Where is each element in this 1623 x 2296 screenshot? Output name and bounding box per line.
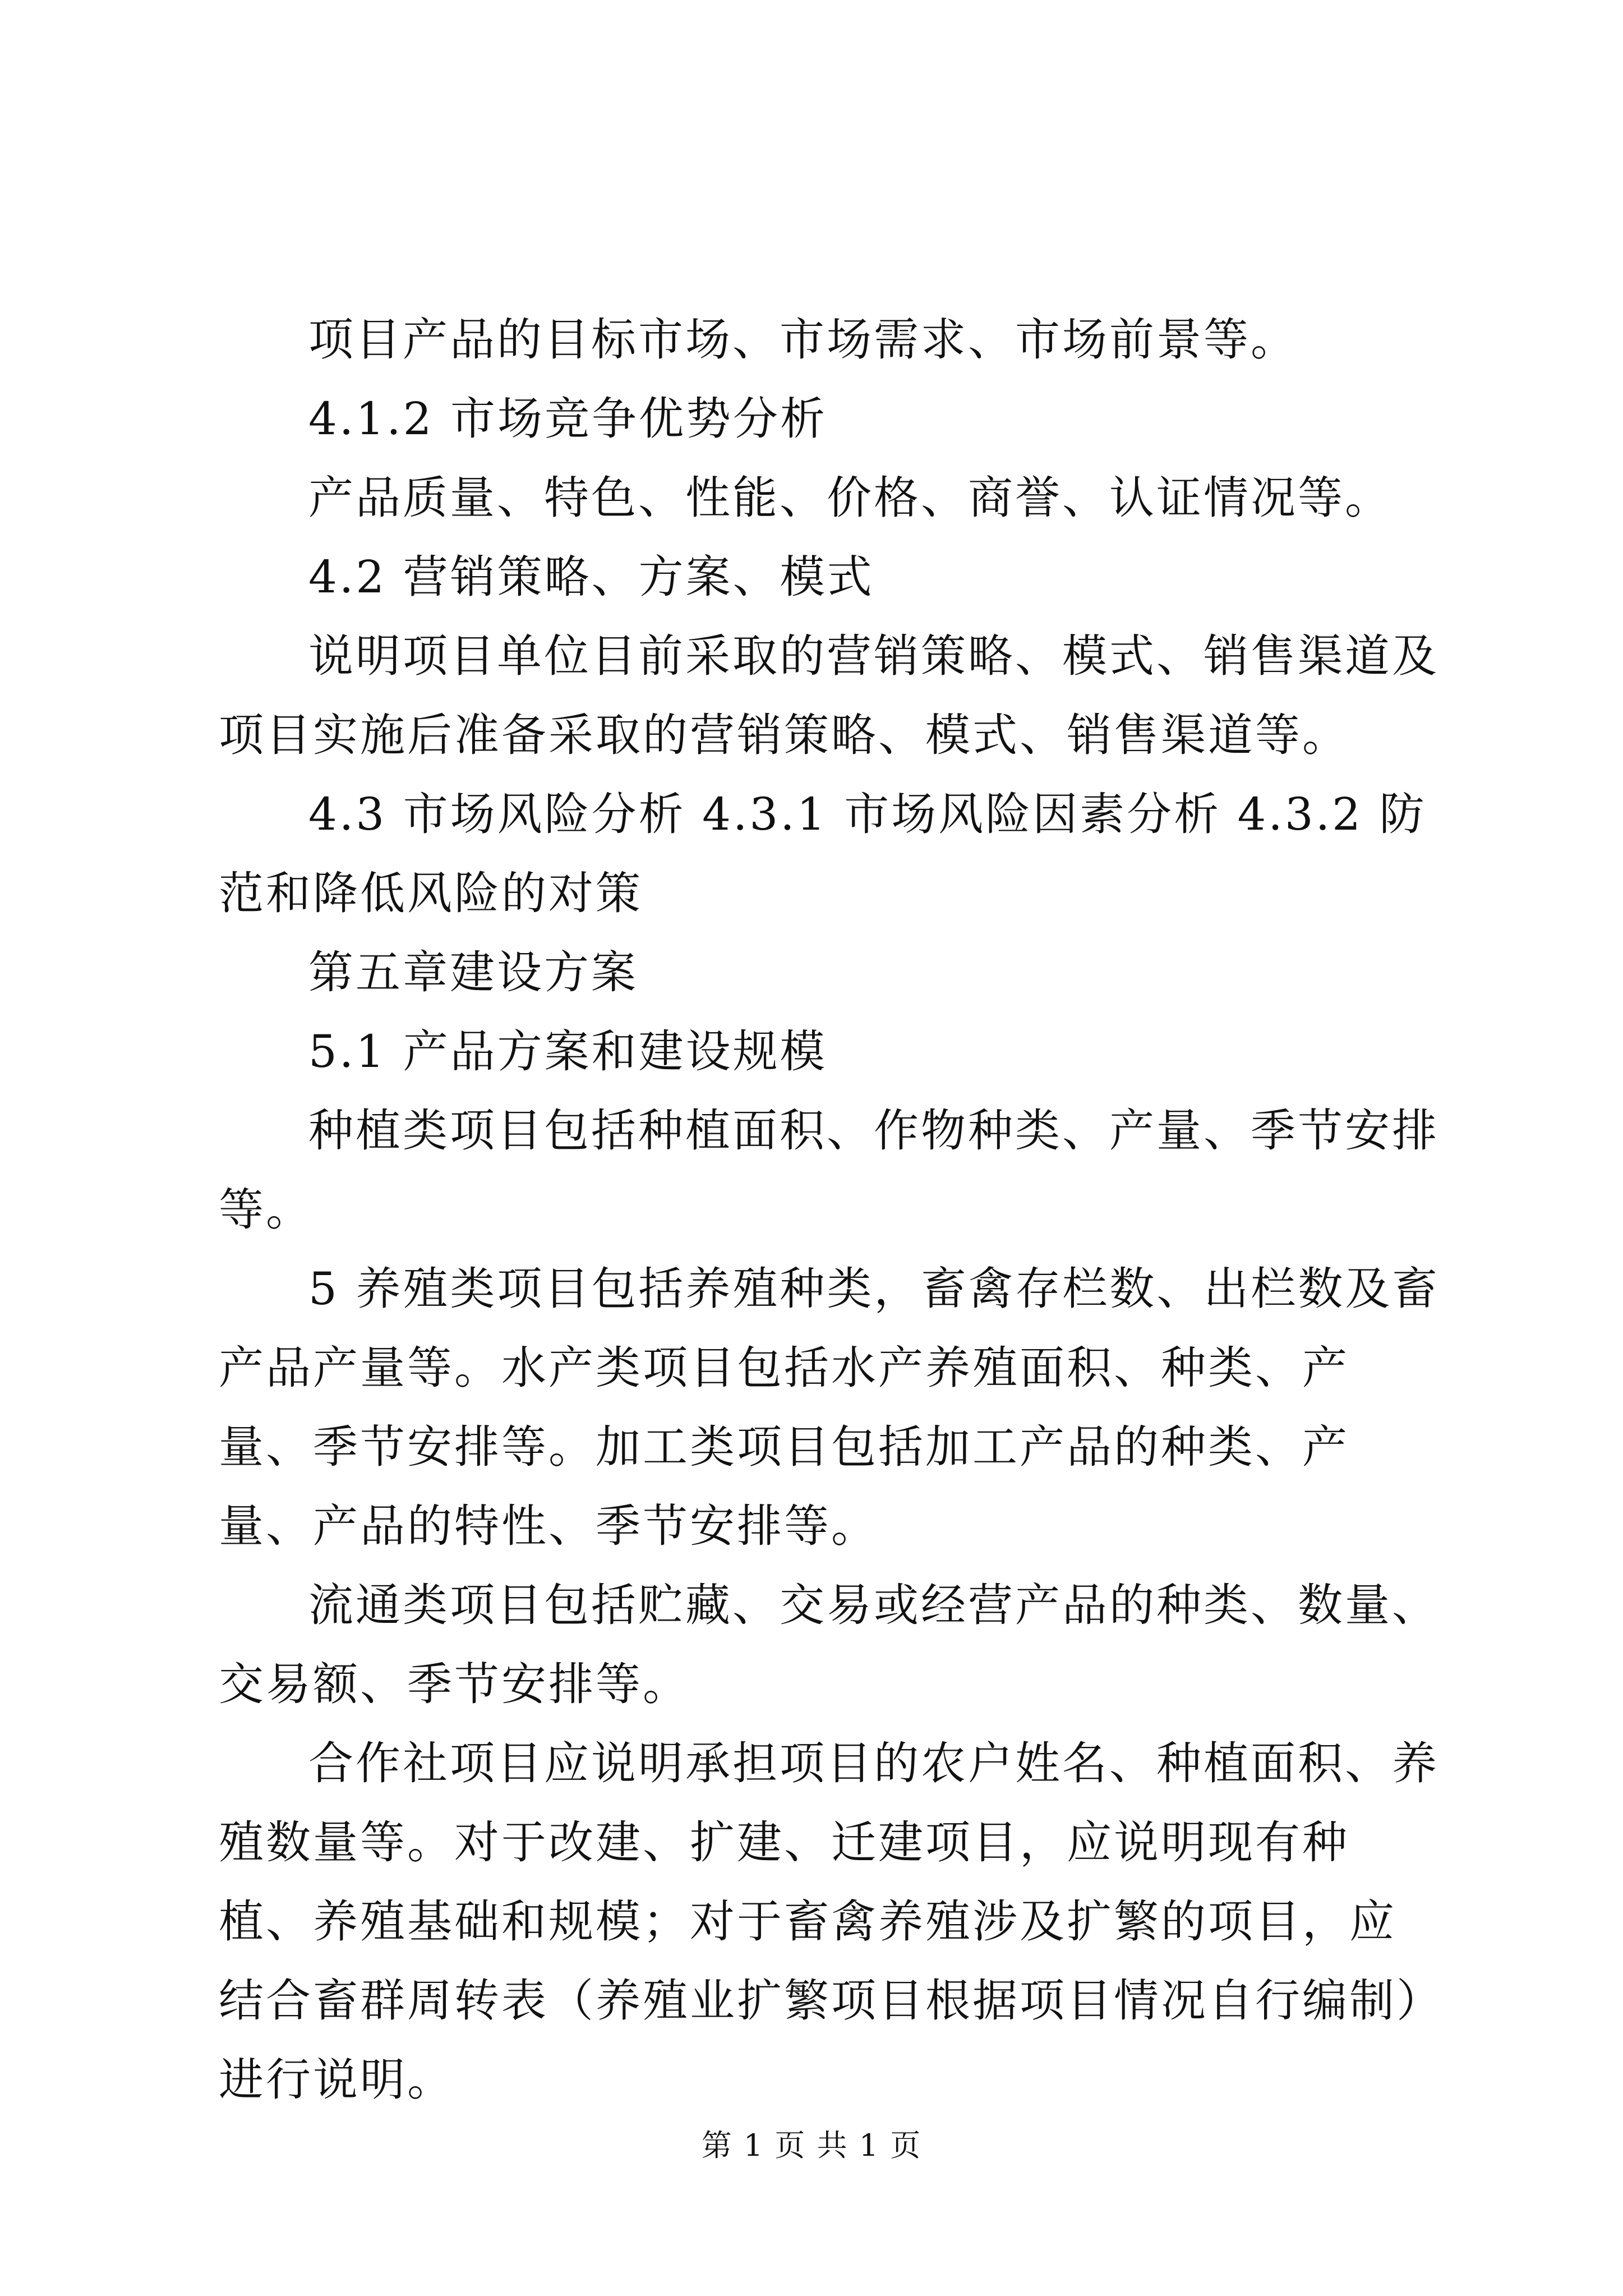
heading-4-2: 4.2 营销策略、方案、模式 [308,551,874,603]
page-footer: 第 1 页 共 1 页 [701,2128,922,2163]
heading-4-1-2: 4.1.2 市场竞争优势分析 [308,393,827,445]
document-body [219,300,1441,2119]
paragraph-cooperative-projects: 合作社项目应说明承担项目的农户姓名、种植面积、养殖数量等。对于改建、扩建、迁建项目，应说明现有种植、养殖基础和规模；对于畜禽养殖涉及扩繁的项目，应结合畜群周转表（养殖业扩繁项目根据项目情况自行编制）进行说明。 [219,1737,1439,2106]
paragraph-circulation-projects: 流通类项目包括贮藏、交易或经营产品的种类、数量、交易额、季节安排等。 [219,1579,1439,1710]
paragraph-marketing-strategy: 说明项目单位目前采取的营销策略、模式、销售渠道及项目实施后准备采取的营销策略、模式、销售渠道等。 [219,630,1439,761]
heading-5-1: 5.1 产品方案和建设规模 [308,1025,827,1078]
paragraph-product-quality: 产品质量、特色、性能、价格、商誉、认证情况等。 [308,472,1392,524]
paragraph-breeding-projects: 5 养殖类项目包括养殖种类，畜禽存栏数、出栏数及畜产品产量等。水产类项目包括水产养殖面积、种类、产量、季节安排等。加工类项目包括加工产品的种类、产量、产品的特性、季节安排等。 [219,1263,1440,1552]
chapter-5-title: 第五章建设方案 [308,946,638,999]
paragraph-planting-projects: 种植类项目包括种植面积、作物种类、产量、季节安排等。 [219,1105,1439,1236]
paragraph-target-market: 项目产品的目标市场、市场需求、市场前景等。 [308,314,1298,366]
heading-4-3: 4.3 市场风险分析 4.3.1 市场风险因素分析 4.3.2 防范和降低风险的对策 [219,788,1427,919]
